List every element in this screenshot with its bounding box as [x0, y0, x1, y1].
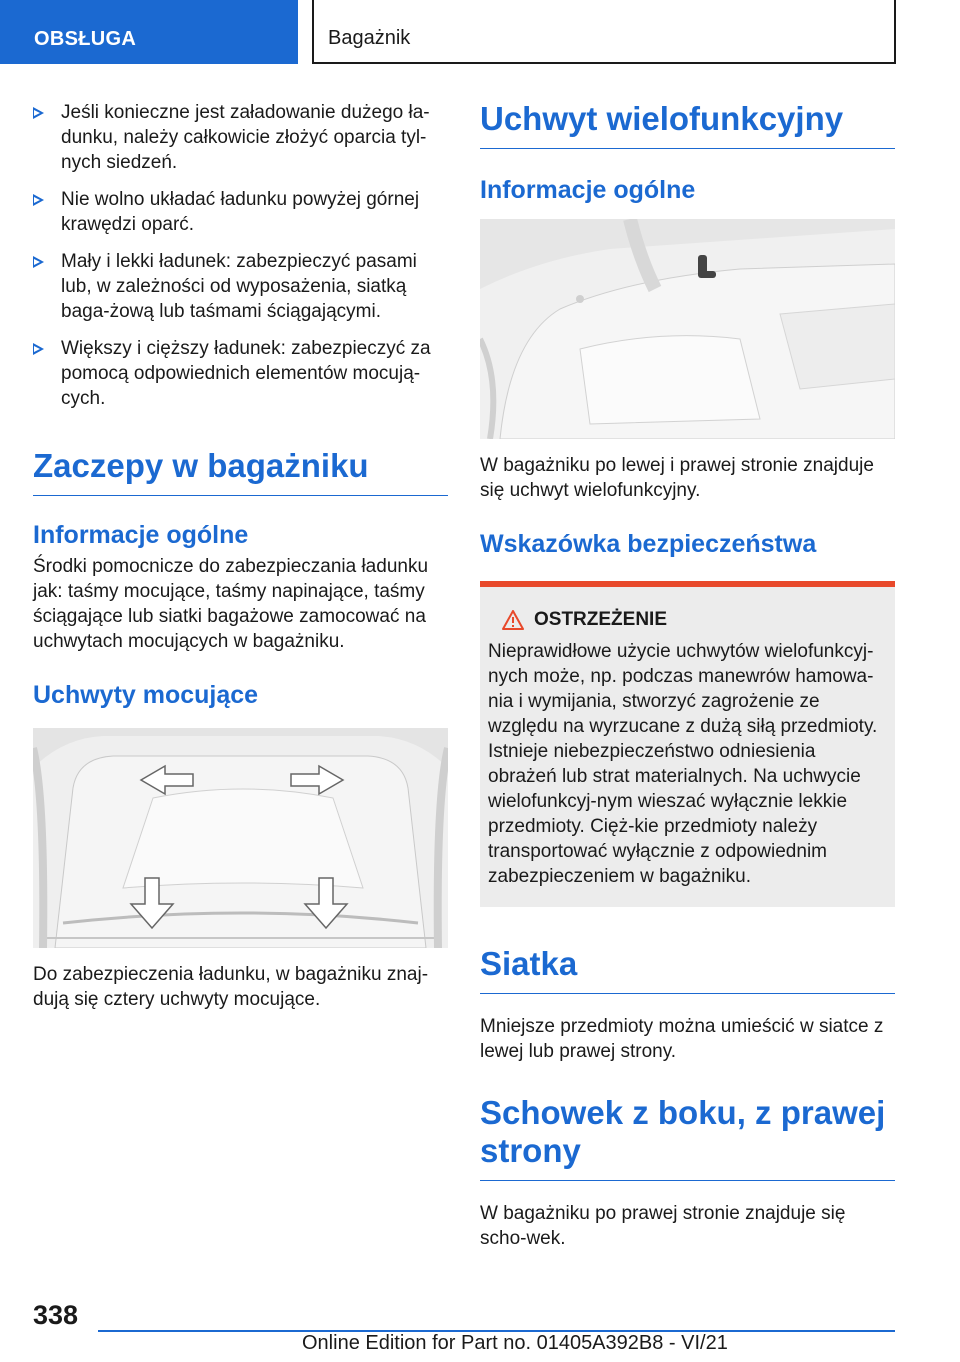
- heading-safety-note: Wskazówka bezpieczeństwa: [480, 530, 817, 558]
- heading-side-compartment: Schowek z boku, z prawej strony: [480, 1094, 895, 1181]
- hook-text: W bagażniku po lewej i prawej stronie znajduje się uchwyt wielofunkcyjny.: [480, 455, 874, 501]
- warning-box: [480, 581, 895, 907]
- chapter-tab: [312, 0, 896, 64]
- heading-net: Siatka: [480, 945, 895, 994]
- list-item: Nie wolno układać ładunku powyżej górnej krawędzi oparć.: [33, 187, 448, 237]
- anchors-text: Do zabezpieczenia ładunku, w bagażniku znaj-dują się cztery uchwyty mocujące.: [33, 964, 429, 1010]
- heading-anchors-section: Zaczepy w bagażniku: [33, 447, 448, 496]
- warning-title: OSTRZEŻENIE: [534, 609, 668, 630]
- heading-general-info: Informacje ogólne: [33, 521, 249, 549]
- loading-bullet-list: [33, 100, 448, 411]
- left-column: [33, 100, 448, 1012]
- multifunction-hook-image: [480, 219, 895, 439]
- edition-footer: Online Edition for Part no. 01405A392B8 - VI/21: [302, 1332, 728, 1354]
- net-text: Mniejsze przedmioty można umieścić w siatce z lewej lub prawej strony.: [480, 1016, 884, 1062]
- section-tab: [0, 0, 298, 64]
- heading-tie-down-anchors: Uchwyty mocujące: [33, 681, 259, 709]
- right-column: [480, 100, 895, 1251]
- bullet-triangle-icon: [33, 107, 44, 119]
- chapter-title: Bagażnik: [328, 27, 411, 49]
- section-title: OBSŁUGA: [34, 28, 137, 50]
- bullet-triangle-icon: [33, 194, 44, 206]
- warning-body: Nieprawidłowe użycie uchwytów wielofunkcyj-nych może, np. podczas manewrów hamowa-nia i wymijania, stworzyć zagrożenie ze względu na wyrzucane z dużą siłą przedmioty. Istnieje niebezpieczeństwo odniesienia obrażeń lub strat materialnych. Na uchwycie wielofunkcyj-nym wieszać wyłącznie lekkie przedmioty. Cięż-kie przedmioty należy transportować wyłącznie z odpowiednim zabezpieczeniem w bagażniku.: [488, 641, 878, 887]
- list-item: Większy i cięższy ładunek: zabezpieczyć za pomocą odpowiednich elementów mocują-cych.: [33, 336, 448, 411]
- general-info-text: Środki pomocnicze do zabezpieczania ładunku jak: taśmy mocujące, taśmy napinające, taśmy ściągające lub siatki bagażowe zamocować na uchwytach mocujących w bagażniku.: [33, 556, 429, 652]
- heading-hook-info: Informacje ogólne: [480, 176, 696, 204]
- compartment-text: W bagażniku po prawej stronie znajduje się scho-wek.: [480, 1203, 846, 1249]
- bullet-triangle-icon: [33, 256, 44, 268]
- heading-multifunction-hook: Uchwyt wielofunkcyjny: [480, 100, 895, 149]
- list-item: Jeśli konieczne jest załadowanie dużego ła-dunku, należy całkowicie złożyć oparcia tyl-nych siedzeń.: [33, 100, 448, 175]
- warning-triangle-icon: [502, 610, 524, 630]
- page-number: 338: [33, 1300, 79, 1330]
- trunk-anchors-image: [33, 728, 448, 948]
- list-item: Mały i lekki ładunek: zabezpieczyć pasami lub, w zależności od wyposażenia, siatką baga-żową lub taśmami ściągającymi.: [33, 249, 448, 324]
- warning-header: [488, 609, 887, 631]
- bullet-triangle-icon: [33, 343, 44, 355]
